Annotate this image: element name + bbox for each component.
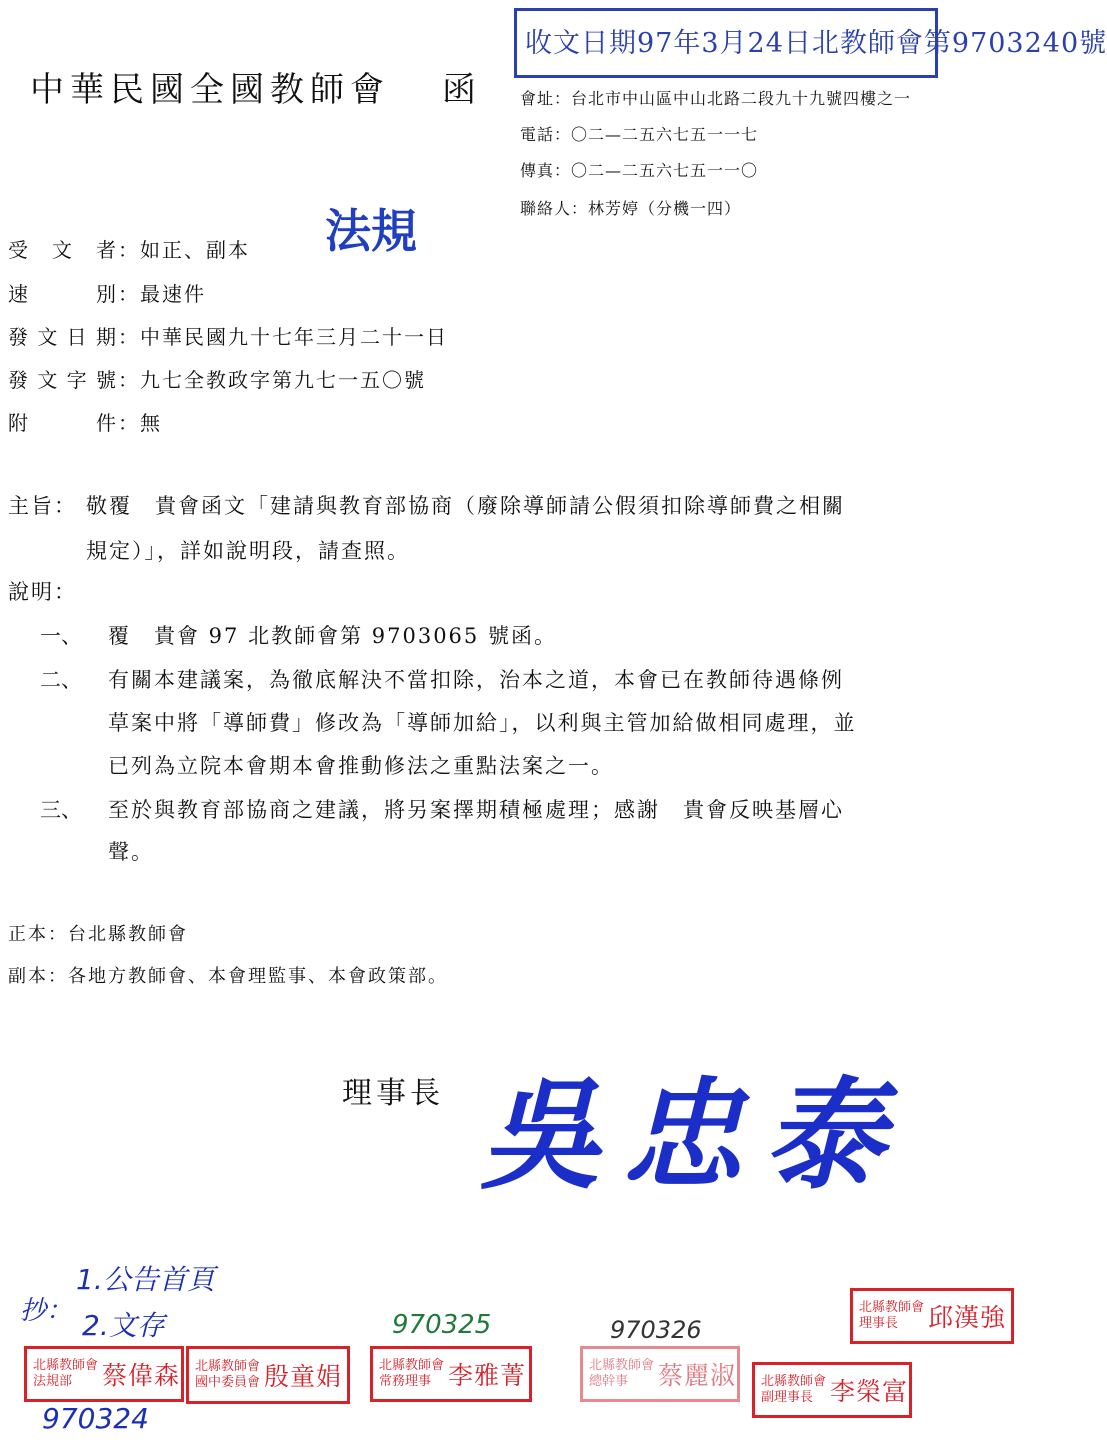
field-value: 中華民國九十七年三月二十一日 [140,325,448,349]
field-label: 發文字號 [8,368,118,392]
seal-name: 邱漢強 [928,1303,1007,1332]
seal-org: 北縣教師會 [761,1374,827,1389]
document-type: 函 [442,70,476,110]
item-number: 一、 [40,624,82,648]
handwritten-date-1: 970324 [42,1402,149,1435]
field-value: 最速件 [140,282,206,306]
field-label: 附件 [8,411,118,435]
chairman-signature: 吳忠泰 [480,1065,906,1206]
seal-name: 蔡麗淑 [658,1361,737,1390]
item-1-line-1: 覆 貴會 97 北教師會第 9703065 號函。 [108,624,557,648]
item-number: 二、 [40,668,82,692]
seal-name: 殷童娟 [264,1362,343,1391]
category-stamp: 法規 [325,204,417,258]
fax: 傳真：〇二—二五六七五一一〇 [520,161,759,180]
item-number: 三、 [40,798,82,822]
seal-role: 法規部 [33,1374,73,1389]
handwritten-date-2: 970325 [392,1310,492,1340]
subject-line-2: 規定）」，詳如說明段，請查照。 [86,539,410,563]
item-2-line-2: 草案中將「導師費」修改為「導師加給」，以利與主管加給做相同處理，並 [108,711,857,735]
item-3-line-1: 至於與教育部協商之建議，將另案擇期積極處理；感謝 貴會反映基層心 [108,798,844,822]
seal-role: 國中委員會 [195,1375,261,1390]
seal-name: 李雅菁 [448,1361,527,1390]
seal-name: 李榮富 [830,1377,909,1406]
address: 會址：台北市中山區中山北路二段九十九號四樓之一 [520,89,912,108]
subject-label: 主旨： [8,494,77,518]
seal-legal-dept [24,1346,184,1402]
phone: 電話：〇二—二五六七五一一七 [520,125,759,144]
item-2-line-3: 已列為立院本會期本會推動修法之重點法案之一。 [108,754,614,778]
seal-org: 北縣教師會 [195,1359,261,1374]
handwritten-note-2: 2.文存 [82,1309,165,1342]
item-3-line-2: 聲。 [108,840,154,864]
subject-line-1: 敬覆 貴會函文「建請與教育部協商（廢除導師請公假須扣除導師費之相關 [86,494,845,518]
handwritten-note-prefix: 抄： [20,1296,73,1326]
chairman-title: 理事長 [342,1076,444,1111]
seal-role: 理事長 [859,1316,899,1331]
item-2-line-1: 有關本建議案，為徹底解決不當扣除，治本之道，本會已在教師待遇條例 [108,668,844,692]
field-value: 九七全教政字第九七一五〇號 [140,368,426,392]
field-label: 速別 [8,282,118,306]
field-label: 發文日期 [8,325,118,349]
seal-secretary-general [580,1346,740,1402]
field-doc-number: 發文字號：九七全教政字第九七一五〇號 [8,364,426,393]
seal-vice-chairman [752,1362,912,1418]
seal-role: 副理事長 [761,1390,814,1405]
seal-org: 北縣教師會 [859,1300,925,1315]
receipt-stamp: 收文日期97年3月24日北教師會第9703240號 [514,8,938,78]
field-recipient: 受文者：如正、副本 [8,234,250,263]
seal-junior-high-committee [186,1346,350,1404]
copy-recipients: 副本：各地方教師會、本會理監事、本會政策部。 [8,966,448,987]
seal-org: 北縣教師會 [379,1358,445,1373]
field-date: 發文日期：中華民國九十七年三月二十一日 [8,321,448,350]
seal-org: 北縣教師會 [33,1358,99,1373]
field-speed: 速別：最速件 [8,278,206,307]
seal-org: 北縣教師會 [589,1358,655,1373]
seal-role: 常務理事 [379,1374,432,1389]
organization-name: 中華民國全國教師會 [30,70,390,110]
original-recipient: 正本：台北縣教師會 [8,924,188,945]
seal-executive-director [370,1346,532,1402]
seal-chairman [850,1288,1014,1344]
field-label: 受文者 [8,238,118,262]
field-value: 無 [140,411,162,435]
explanation-label: 說明： [8,580,77,604]
seal-role: 總幹事 [589,1374,629,1389]
seal-name: 蔡偉森 [102,1361,181,1390]
contact-person: 聯絡人：林芳婷（分機一四） [520,199,742,218]
handwritten-date-3: 970326 [610,1316,702,1344]
handwritten-note-1: 1.公告首頁 [76,1263,215,1296]
field-attachment: 附件：無 [8,407,162,436]
field-value: 如正、副本 [140,238,250,262]
